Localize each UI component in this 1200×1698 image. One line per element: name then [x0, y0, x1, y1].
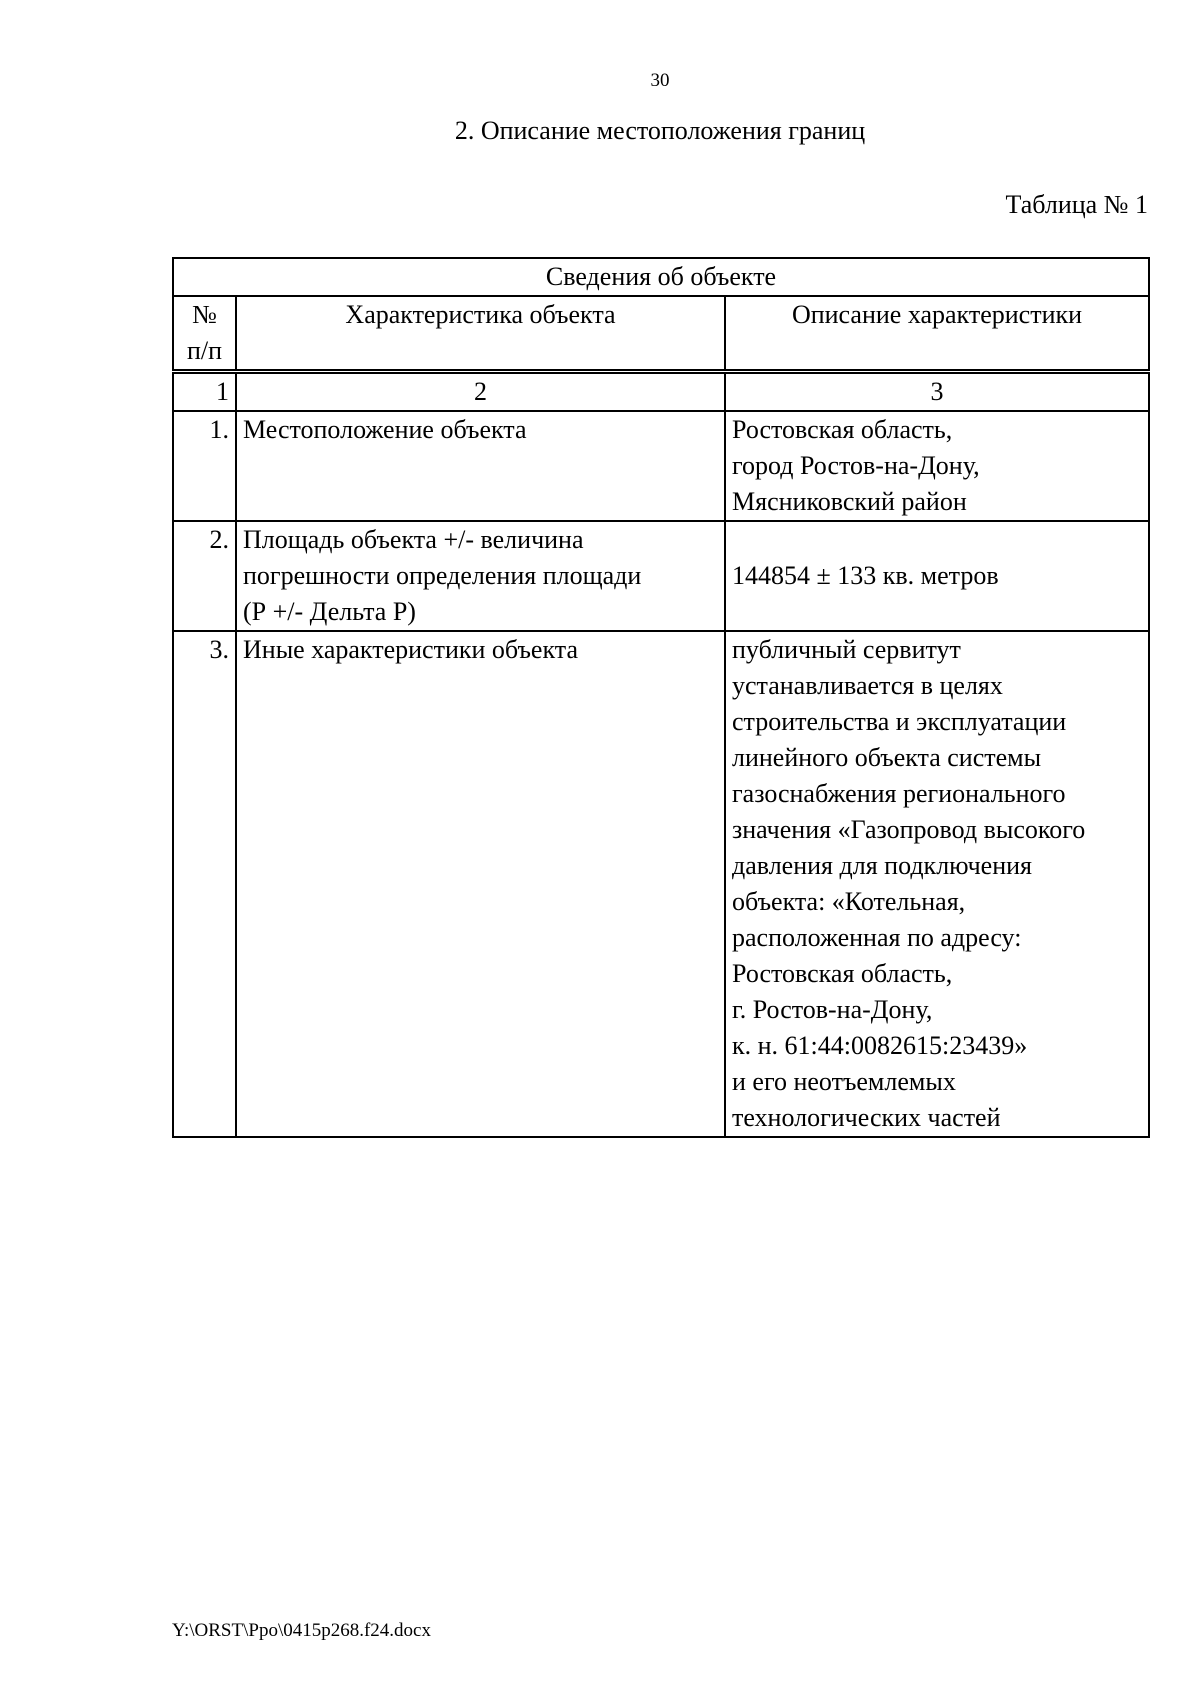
row-number: 2. — [173, 521, 236, 631]
table-row — [173, 521, 1149, 631]
header-num-cell — [173, 296, 236, 372]
cell-line: публичный сервитут — [732, 635, 961, 664]
table-title: Сведения об объекте — [173, 258, 1149, 296]
header-num-line1: № — [192, 300, 217, 329]
row-description — [725, 521, 1149, 631]
object-info-table — [172, 257, 1150, 1138]
row-characteristic — [236, 411, 725, 521]
header-description: Описание характеристики — [725, 296, 1149, 372]
header-num-line2: п/п — [186, 336, 223, 365]
cell-line: город Ростов-на-Дону, — [732, 451, 980, 480]
column-number: 1 — [173, 372, 236, 412]
column-number: 2 — [236, 372, 725, 412]
header-characteristic: Характеристика объекта — [236, 296, 725, 372]
row-number: 3. — [173, 631, 236, 1137]
cell-line: Мясниковский район — [732, 487, 967, 516]
cell-line: строительства и эксплуатации — [732, 707, 1067, 736]
cell-line: Площадь объекта +/- величина — [243, 525, 584, 554]
cell-line: устанавливается в целях — [732, 671, 1003, 700]
footer-file-path: Y:\ORST\Ppo\0415p268.f24.docx — [172, 1620, 431, 1641]
column-number: 3 — [725, 372, 1149, 412]
section-heading: 2. Описание местоположения границ — [454, 116, 866, 145]
cell-line: Ростовская область, — [732, 415, 953, 444]
cell-line: Местоположение объекта — [243, 415, 527, 444]
cell-line: линейного объекта системы — [732, 743, 1042, 772]
row-number: 1. — [173, 411, 236, 521]
column-numbers-row — [173, 372, 1149, 412]
cell-line: газоснабжения регионального — [732, 779, 1066, 808]
cell-line: к. н. 61:44:0082615:23439» — [732, 1031, 1028, 1060]
table-row — [173, 411, 1149, 521]
cell-line: значения «Газопровод высокого — [732, 815, 1086, 844]
cell-line: г. Ростов-на-Дону, — [732, 995, 933, 1024]
row-characteristic — [236, 521, 725, 631]
cell-line: давления для подключения — [732, 851, 1033, 880]
cell-line: погрешности определения площади — [243, 561, 642, 590]
cell-line: технологических частей — [732, 1103, 1001, 1132]
table-caption: Таблица № 1 — [1005, 190, 1148, 219]
row-characteristic — [236, 631, 725, 1137]
cell-line: Иные характеристики объекта — [243, 635, 578, 664]
table-row — [173, 631, 1149, 1137]
cell-line: (Р +/- Дельта Р) — [243, 597, 416, 626]
cell-line: объекта: «Котельная, — [732, 887, 966, 916]
page-number: 30 — [650, 70, 670, 91]
cell-line: расположенная по адресу: — [732, 923, 1022, 952]
table-title-row — [173, 258, 1149, 296]
cell-line: 144854 ± 133 кв. метров — [732, 561, 999, 590]
cell-line: и его неотъемлемых — [732, 1067, 956, 1096]
row-description — [725, 411, 1149, 521]
row-description — [725, 631, 1149, 1137]
table-header-row — [173, 296, 1149, 372]
cell-line: Ростовская область, — [732, 959, 953, 988]
